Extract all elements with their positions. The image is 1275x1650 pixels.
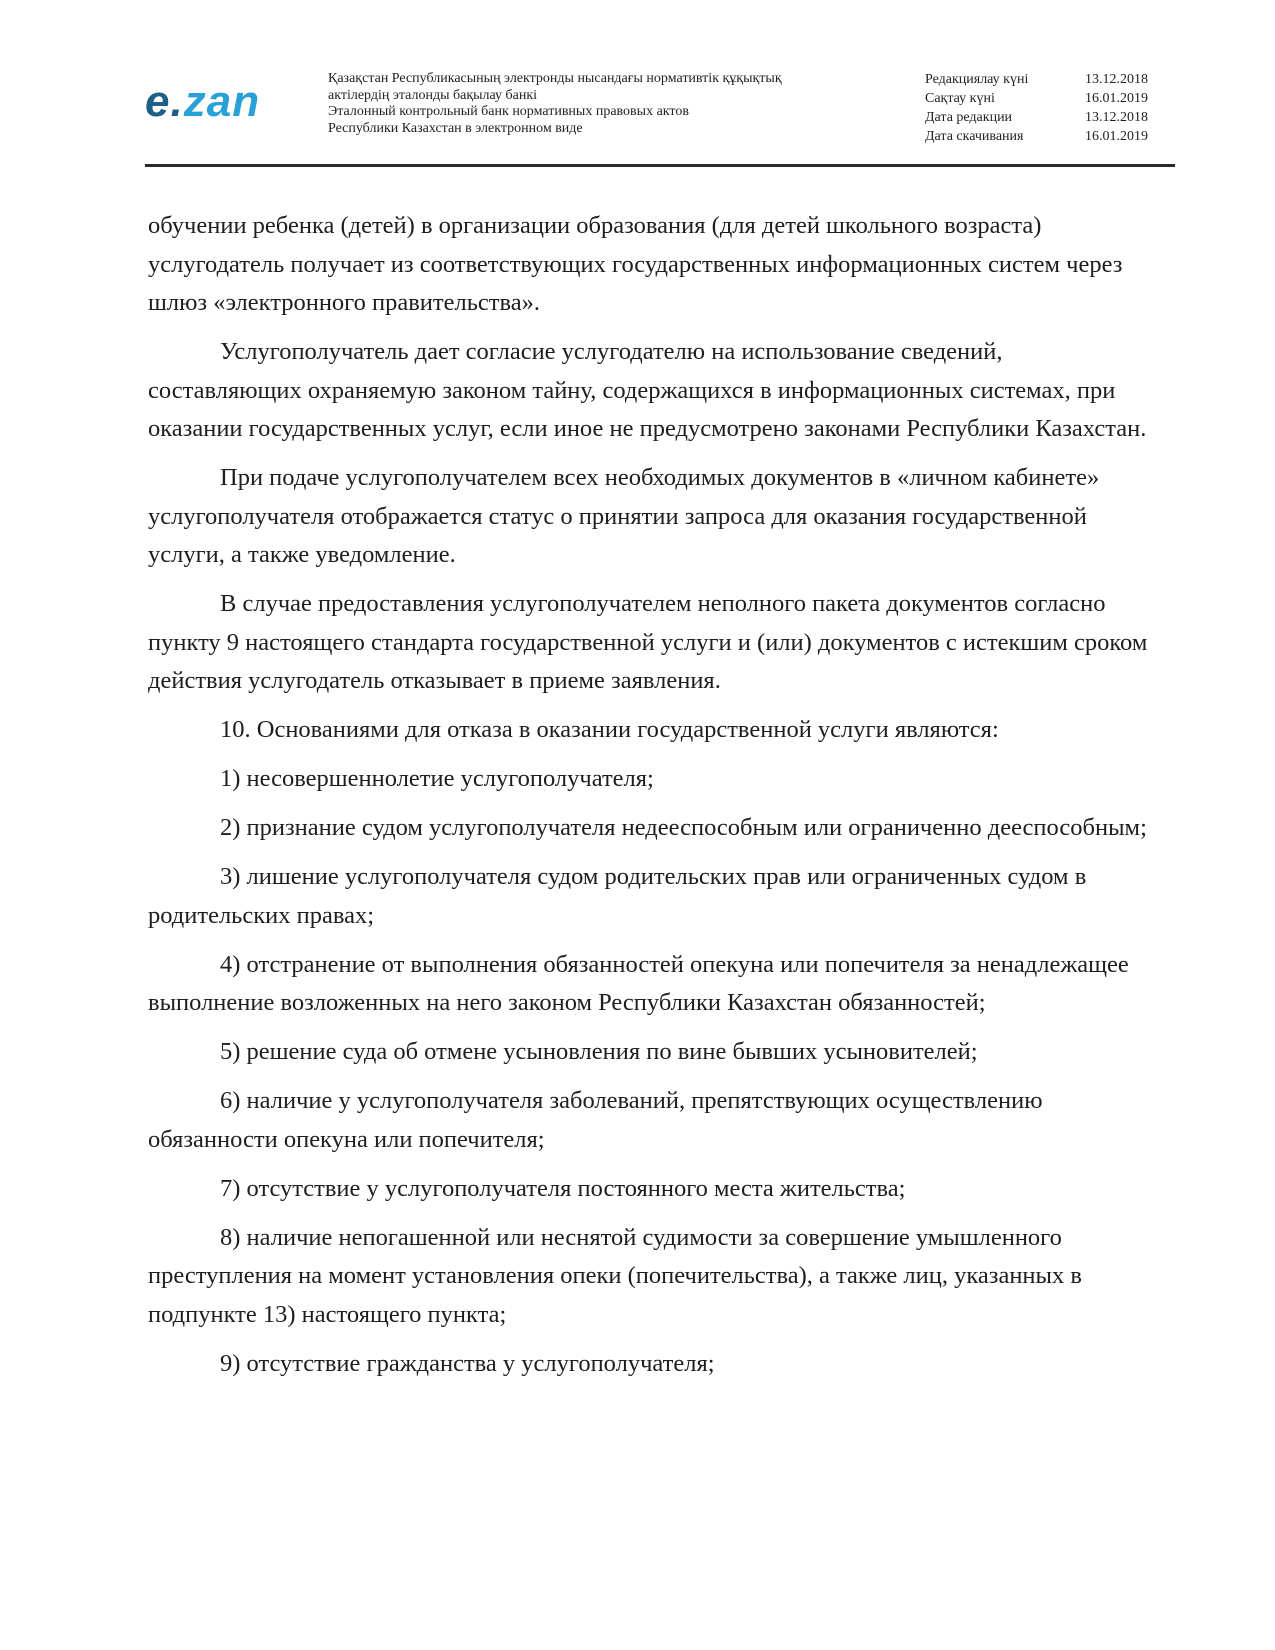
section-heading: 10. Основаниями для отказа в оказании государственной услуги являются: — [220, 716, 999, 743]
header-divider — [145, 164, 1175, 167]
list-item: 4) отстранение от выполнения обязанностей опекуна или попечителя за ненадлежащее выполнение возложенных на него законом Республики Казахстан обязанностей; — [148, 950, 1129, 1016]
meta-row-edit-date-ru — [925, 108, 1165, 127]
list-item: 3) лишение услугополучателя судом родительских прав или ограниченных судом в родительских правах; — [148, 863, 1087, 929]
logo-part-zan: zan — [183, 77, 261, 126]
meta-value: 13.12.2018 — [1085, 110, 1148, 125]
logo-dot: . — [170, 77, 184, 126]
body-paragraph: Услугополучатель дает согласие услугодателю на использование сведений, составляющих охраняемую законом тайну, содержащихся в информационных системах, при оказании государственных услуг, если иное не предусмотрено законами Республики Казахстан. — [148, 338, 1147, 442]
list-item: 6) наличие у услугополучателя заболеваний, препятствующих осуществлению обязанности опекуна или попечителя; — [148, 1087, 1043, 1153]
meta-value: 13.12.2018 — [1085, 72, 1148, 87]
list-item: 7) отсутствие у услугополучателя постоянного места жительства; — [220, 1174, 906, 1202]
body-paragraph: При подаче услугополучателем всех необходимых документов в «личном кабинете» услугополучателя отображается статус о принятии запроса для оказания государственной услуги, а также уведомление. — [148, 464, 1100, 568]
document-body — [148, 207, 1150, 1394]
meta-label: Редакциялау күні — [925, 72, 1029, 87]
header-desc-line: Қазақстан Республикасының электронды нысандағы нормативтік құқықтық — [328, 71, 782, 86]
header-dates — [925, 70, 1165, 146]
list-item: 5) решение суда об отмене усыновления по вине бывших усыновителей; — [220, 1038, 978, 1065]
meta-label: Дата скачивания — [925, 129, 1024, 144]
meta-label: Сақтау күні — [925, 91, 995, 106]
list-item: 1) несовершеннолетие услугополучателя; — [220, 765, 654, 792]
logo-part-e: e — [145, 77, 171, 126]
list-item: 2) признание судом услугополучателя недееспособным или ограниченно дееспособным; — [220, 814, 1147, 841]
header-desc-line: актілердің эталонды бақылау банкі — [328, 87, 538, 103]
header-desc-line: Республики Казахстан в электронном виде — [328, 120, 583, 136]
document-header — [145, 66, 1165, 166]
meta-row-download-date-ru — [925, 127, 1165, 146]
meta-row-save-date-kz — [925, 89, 1165, 108]
meta-value: 16.01.2019 — [1085, 91, 1148, 106]
list-item: 8) наличие непогашенной или неснятой судимости за совершение умышленного преступления на момент установления опеки (попечительства), а также лиц, указанных в подпункте 13) настоящего пункта; — [148, 1223, 1082, 1328]
meta-label: Дата редакции — [925, 110, 1013, 125]
meta-row-edit-date-kz — [925, 70, 1165, 89]
ezan-logo — [145, 77, 261, 126]
header-description — [328, 71, 888, 137]
header-desc-line: Эталонный контрольный банк нормативных правовых актов — [328, 104, 689, 119]
body-paragraph: обучении ребенка (детей) в организации образования (для детей школьного возраста) услугодатель получает из соответствующих государственных информационных систем через шлюз «электронного правительства». — [148, 212, 1123, 316]
meta-value: 16.01.2019 — [1085, 129, 1148, 144]
body-paragraph: В случае предоставления услугополучателем неполного пакета документов согласно пункту 9 настоящего стандарта государственной услуги и (или) документов с истекшим сроком действия услугодатель отказывает в приеме заявления. — [148, 590, 1148, 694]
list-item: 9) отсутствие гражданства у услугополучателя; — [220, 1349, 715, 1377]
